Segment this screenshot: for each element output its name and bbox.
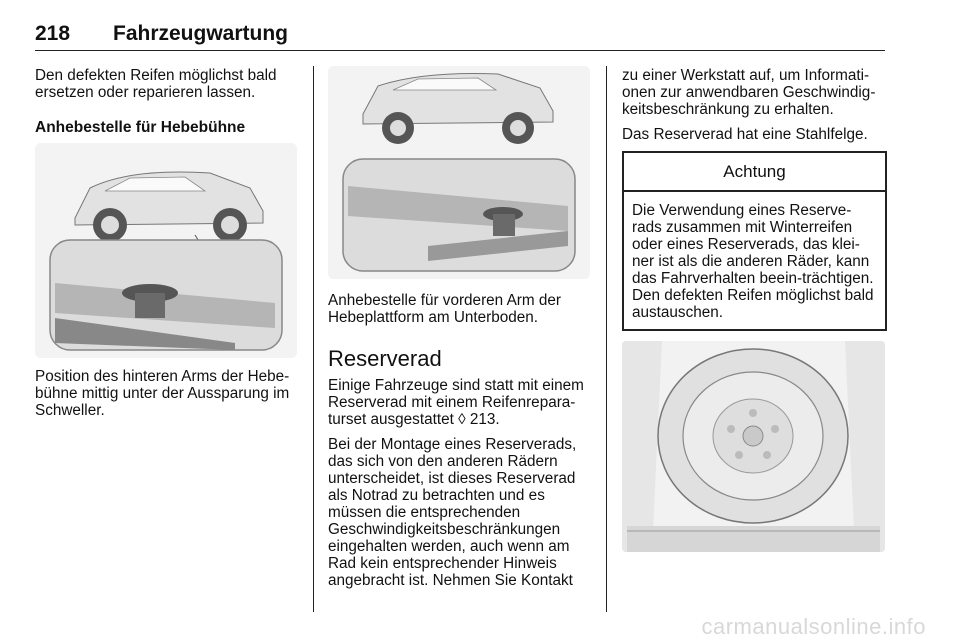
watermark: carmanualsonline.info — [701, 614, 926, 639]
intro-text: Den defekten Reifen möglichst bald ersetzen oder reparieren lassen. — [35, 67, 277, 101]
spare-wheel-para-1: Einige Fahrzeuge sind statt mit einem Reserverad mit einem Reifenrepara-turset ausgestattet ◊ 213. — [328, 377, 584, 428]
heading-spare-wheel: Reserverad — [328, 346, 442, 371]
warning-title: Achtung — [624, 153, 885, 192]
spare-wheel-para-2: Bei der Montage eines Reserverads, das sich von den anderen Rädern unterscheidet, ist dieses Reserverad als Notrad zu betrachten und es müssen die entsprechenden Geschwindigkeitsbeschränkungen eingehalten werden, auch wenn am Rad kein entsprechender Hinweis angebracht ist. Nehmen Sie Kontakt — [328, 436, 577, 589]
speed-info-para-2: Das Reserverad hat eine Stahlfelge. — [622, 126, 868, 143]
spare-wheel-illustration — [622, 341, 885, 552]
header-rule — [35, 50, 885, 51]
column-divider-2 — [606, 66, 607, 612]
spare-wheel-text — [328, 377, 594, 597]
warning-box — [622, 151, 887, 331]
subheading-lift-point: Anhebestelle für Hebebühne — [35, 119, 246, 136]
column-divider-1 — [313, 66, 314, 612]
warning-text: Die Verwendung eines Reserve-rads zusammen mit Winterreifen oder eines Reserverads, das klei-ner ist als die anderen Räder, kann das Fahrverhalten beein-trächtigen. Den defekten Reifen möglichst bald austauschen. — [632, 202, 874, 321]
speed-info-text — [622, 67, 886, 151]
rear-arm-caption: Position des hinteren Arms der Hebe-bühne mittig unter der Aussparung im Schweller. — [35, 368, 290, 419]
rear-lift-point-illustration — [35, 143, 297, 358]
page-number: 218 — [35, 22, 71, 45]
front-arm-caption: Anhebestelle für vorderen Arm der Hebeplattform am Unterboden. — [328, 292, 561, 326]
section-title: Fahrzeugwartung — [113, 22, 289, 45]
speed-info-para-1: zu einer Werkstatt auf, um Informati-onen zur anwendbaren Geschwindig-keitsbeschränkung zu erhalten. — [622, 67, 876, 118]
front-lift-point-illustration — [328, 66, 590, 279]
